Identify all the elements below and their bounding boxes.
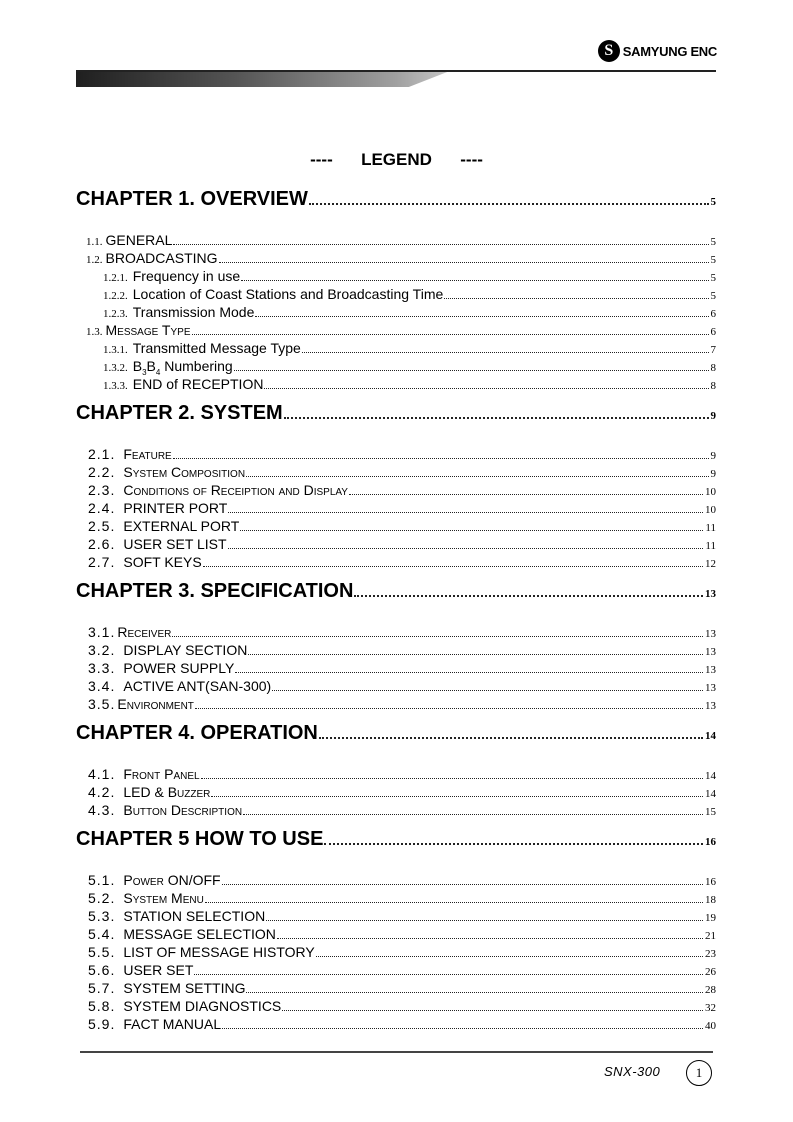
- toc-page-number: 11: [705, 522, 716, 534]
- toc-page-number: 16: [705, 876, 716, 888]
- toc-page-number: 7: [710, 344, 716, 356]
- toc-entry-number: 5.3.: [88, 908, 116, 924]
- toc-page-number: 14: [705, 788, 716, 800]
- toc-dot-leader: [444, 298, 708, 299]
- toc-page-number: 13: [705, 682, 716, 694]
- toc-page-number: 8: [710, 380, 716, 392]
- toc-entry-title: SYSTEM DIAGNOSTICS: [123, 998, 282, 1014]
- toc-page-number: 13: [705, 664, 716, 676]
- toc-dot-leader: [241, 280, 708, 281]
- toc-page-number: 32: [705, 1002, 716, 1014]
- toc-entry-title: Conditions of Receiption and Display: [123, 482, 348, 498]
- toc-entry[interactable]: [76, 340, 716, 356]
- toc-dot-leader: [266, 920, 703, 921]
- toc-entry[interactable]: [76, 554, 716, 570]
- toc-entry-title: System Composition: [123, 464, 246, 480]
- toc-entry[interactable]: [76, 232, 716, 248]
- toc-dot-leader: [203, 566, 703, 567]
- toc-dot-leader: [302, 352, 709, 353]
- toc-dot-leader: [349, 494, 703, 495]
- toc-page-number: 16: [705, 836, 716, 848]
- toc-dot-leader: [277, 938, 703, 939]
- toc-entry-number: 5.8.: [88, 998, 116, 1014]
- toc-entry-title: LIST OF MESSAGE HISTORY: [123, 944, 315, 960]
- samyung-logo-icon: S: [598, 40, 620, 62]
- toc-entry[interactable]: [76, 1016, 716, 1032]
- toc-entry-number: 2.4.: [88, 500, 116, 516]
- toc-entry-number: 3.3.: [88, 660, 116, 676]
- toc-entry[interactable]: [76, 926, 716, 942]
- company-name: SAMYUNG ENC: [622, 43, 717, 59]
- toc-entry-number: 5.9.: [88, 1016, 116, 1032]
- toc-chapter-entry[interactable]: [76, 828, 716, 851]
- toc-dot-leader: [264, 388, 708, 389]
- toc-entry-title: Message Type: [105, 322, 191, 338]
- toc-entry-title: FACT MANUAL: [123, 1016, 222, 1032]
- toc-entry-title: LED & Buzzer: [123, 784, 211, 800]
- toc-entry-title: Receiver: [117, 624, 172, 640]
- toc-dot-leader: [201, 778, 703, 779]
- toc-entry-title: Feature: [123, 446, 172, 462]
- page-number: 1: [686, 1060, 712, 1086]
- toc-entry-title: CHAPTER 2. SYSTEM: [76, 402, 283, 424]
- toc-entry-number: 3.5.: [88, 696, 116, 712]
- toc-entry-title: $B_3B_4$ Numbering: [132, 358, 233, 377]
- legend-title: ---- LEGEND ----: [310, 150, 483, 169]
- toc-chapter-entry[interactable]: [76, 580, 716, 603]
- toc-entry[interactable]: [76, 766, 716, 782]
- toc-page-number: 26: [705, 966, 716, 978]
- toc-entry-title: Power ON/OFF: [123, 872, 221, 888]
- toc-entry-title: System Menu: [123, 890, 204, 906]
- toc-dot-leader: [255, 316, 708, 317]
- toc-page-number: 5: [710, 254, 716, 266]
- toc-chapter-entry[interactable]: [76, 722, 716, 745]
- toc-page-number: 19: [705, 912, 716, 924]
- toc-entry[interactable]: [76, 642, 716, 658]
- toc-entry[interactable]: [76, 286, 716, 302]
- toc-entry[interactable]: [76, 446, 716, 462]
- toc-entry-number: 1.3.1.: [103, 344, 128, 356]
- toc-dot-leader: [319, 737, 703, 739]
- toc-dot-leader: [228, 548, 704, 549]
- toc-dot-leader: [284, 417, 709, 419]
- footer-rule: [80, 1051, 713, 1053]
- toc-page-number: 18: [705, 894, 716, 906]
- toc-page-number: 15: [705, 806, 716, 818]
- toc-entry[interactable]: [76, 890, 716, 906]
- toc-entry[interactable]: [76, 518, 716, 534]
- toc-dot-leader: [173, 458, 709, 459]
- toc-entry-title: POWER SUPPLY: [123, 660, 235, 676]
- toc-entry[interactable]: [76, 678, 716, 694]
- toc-entry-title: USER SET: [123, 962, 194, 978]
- toc-page-number: 6: [710, 308, 716, 320]
- toc-dot-leader: [282, 1010, 703, 1011]
- toc-page-number: 11: [705, 540, 716, 552]
- toc-entry-number: 5.5.: [88, 944, 116, 960]
- toc-page-number: 9: [710, 468, 716, 480]
- toc-entry-title: BROADCASTING: [105, 250, 218, 266]
- toc-entry-number: 5.6.: [88, 962, 116, 978]
- toc-entry[interactable]: [76, 500, 716, 516]
- toc-dot-leader: [173, 244, 708, 245]
- toc-chapter-entry[interactable]: [76, 402, 716, 425]
- toc-entry-title: Transmitted Message Type: [132, 340, 301, 356]
- toc-dot-leader: [243, 814, 703, 815]
- toc-entry-title: EXTERNAL PORT: [123, 518, 240, 534]
- toc-entry-number: 2.6.: [88, 536, 116, 552]
- toc-page-number: 14: [705, 770, 716, 782]
- toc-entry-number: 4.3.: [88, 802, 116, 818]
- toc-entry-number: 2.7.: [88, 554, 116, 570]
- toc-entry[interactable]: [76, 250, 716, 266]
- toc-dot-leader: [324, 843, 703, 845]
- toc-entry-title: Environment: [117, 696, 194, 712]
- toc-entry[interactable]: [76, 980, 716, 996]
- toc-dot-leader: [234, 370, 709, 371]
- toc-page-number: 23: [705, 948, 716, 960]
- toc-entry-title: CHAPTER 3. SPECIFICATION: [76, 580, 354, 602]
- toc-page-number: 9: [710, 450, 716, 462]
- toc-page-number: 12: [705, 558, 716, 570]
- toc-entry-number: 1.2.1.: [103, 272, 128, 284]
- toc-entry[interactable]: [76, 268, 716, 284]
- toc-entry[interactable]: [76, 536, 716, 552]
- toc-entry[interactable]: [76, 944, 716, 960]
- toc-dot-leader: [272, 690, 703, 691]
- header-rule: [76, 70, 716, 72]
- toc-page-number: 13: [705, 646, 716, 658]
- toc-entry-number: 1.2.: [86, 254, 103, 266]
- toc-entry-title: CHAPTER 4. OPERATION: [76, 722, 318, 744]
- toc-page-number: 13: [705, 588, 716, 600]
- toc-entry-title: PRINTER PORT: [123, 500, 228, 516]
- toc-dot-leader: [248, 654, 703, 655]
- toc-entry-number: 1.2.2.: [103, 290, 128, 302]
- toc-entry[interactable]: [76, 872, 716, 888]
- toc-entry-title: Button Description: [123, 802, 243, 818]
- toc-entry-title: DISPLAY SECTION: [123, 642, 248, 658]
- toc-entry-number: 5.7.: [88, 980, 116, 996]
- toc-entry-number: 1.1.: [86, 236, 103, 248]
- toc-entry[interactable]: [76, 998, 716, 1014]
- toc-entry-title: SYSTEM SETTING: [123, 980, 246, 996]
- toc-entry-number: 3.2.: [88, 642, 116, 658]
- toc-entry[interactable]: [76, 908, 716, 924]
- toc-entry-title: Front Panel: [123, 766, 200, 782]
- toc-entry-title: MESSAGE SELECTION: [123, 926, 276, 942]
- toc-entry-number: 5.2.: [88, 890, 116, 906]
- toc-entry-title: Frequency in use: [132, 268, 241, 284]
- toc-page-number: 13: [705, 628, 716, 640]
- toc-page-number: 21: [705, 930, 716, 942]
- toc-entry-number: 1.3.3.: [103, 380, 128, 392]
- toc-page-number: 5: [710, 272, 716, 284]
- toc-entry-title: GENERAL: [105, 232, 173, 248]
- toc-page-number: 14: [705, 730, 716, 742]
- toc-entry-number: 1.2.3.: [103, 308, 128, 320]
- toc-dot-leader: [222, 884, 703, 885]
- company-logo: [598, 40, 717, 62]
- header-gradient-bar: [76, 70, 716, 87]
- toc-entry[interactable]: [76, 696, 716, 712]
- toc-entry[interactable]: [76, 482, 716, 498]
- toc-entry-number: 1.3.2.: [103, 362, 128, 374]
- toc-page-number: 9: [710, 410, 716, 422]
- toc-entry-title: USER SET LIST: [123, 536, 227, 552]
- toc-entry-number: 4.1.: [88, 766, 116, 782]
- toc-page-number: 10: [705, 486, 716, 498]
- toc-entry-number: 3.1.: [88, 624, 116, 640]
- toc-entry-title: Location of Coast Stations and Broadcasting Time: [132, 286, 444, 302]
- toc-page-number: 5: [710, 236, 716, 248]
- toc-entry-title: SOFT KEYS: [123, 554, 202, 570]
- toc-entry-title: STATION SELECTION: [123, 908, 266, 924]
- toc-dot-leader: [172, 636, 703, 637]
- toc-page-number: 28: [705, 984, 716, 996]
- toc-dot-leader: [219, 262, 709, 263]
- toc-dot-leader: [240, 530, 703, 531]
- toc-page-number: 10: [705, 504, 716, 516]
- toc-entry[interactable]: [76, 304, 716, 320]
- toc-entry[interactable]: [76, 802, 716, 818]
- toc-dot-leader: [222, 1028, 703, 1029]
- toc-entry-number: 2.5.: [88, 518, 116, 534]
- toc-entry-number: 2.2.: [88, 464, 116, 480]
- toc-page-number: 5: [710, 290, 716, 302]
- toc-entry-title: CHAPTER 1. OVERVIEW: [76, 188, 308, 210]
- toc-dot-leader: [246, 476, 708, 477]
- toc-entry[interactable]: [76, 358, 716, 377]
- toc-entry-number: 5.4.: [88, 926, 116, 942]
- toc-dot-leader: [194, 974, 703, 975]
- toc-entry-title: END of RECEPTION: [132, 376, 264, 392]
- toc-entry[interactable]: [76, 376, 716, 392]
- toc-entry[interactable]: [76, 624, 716, 640]
- toc-dot-leader: [205, 902, 703, 903]
- toc-page-number: 40: [705, 1020, 716, 1032]
- toc-entry-number: 5.1.: [88, 872, 116, 888]
- toc-entry-number: 1.3.: [86, 326, 103, 338]
- toc-dot-leader: [195, 708, 703, 709]
- toc-entry[interactable]: [76, 784, 716, 800]
- toc-dot-leader: [354, 595, 703, 597]
- model-name: SNX-300: [604, 1064, 661, 1079]
- toc-dot-leader: [309, 203, 709, 205]
- toc-page-number: 8: [710, 362, 716, 374]
- toc-page-number: 6: [710, 326, 716, 338]
- toc-page-number: 13: [705, 700, 716, 712]
- toc-entry-title: Transmission Mode: [132, 304, 255, 320]
- toc-entry-number: 3.4.: [88, 678, 116, 694]
- toc-entry[interactable]: [76, 660, 716, 676]
- toc-entry[interactable]: [76, 962, 716, 978]
- toc-entry[interactable]: [76, 322, 716, 338]
- toc-entry-title: ACTIVE ANT(SAN-300): [123, 678, 272, 694]
- toc-entry-title: CHAPTER 5 HOW TO USE: [76, 828, 324, 850]
- toc-dot-leader: [316, 956, 703, 957]
- toc-dot-leader: [228, 512, 703, 513]
- toc-dot-leader: [211, 796, 703, 797]
- toc-chapter-entry[interactable]: [76, 188, 716, 211]
- toc-page-number: 5: [710, 196, 716, 208]
- toc-dot-leader: [246, 992, 703, 993]
- toc-entry-number: 2.3.: [88, 482, 116, 498]
- toc-entry-number: 2.1.: [88, 446, 116, 462]
- toc-dot-leader: [192, 334, 709, 335]
- toc-entry[interactable]: [76, 464, 716, 480]
- toc-dot-leader: [235, 672, 703, 673]
- toc-entry-number: 4.2.: [88, 784, 116, 800]
